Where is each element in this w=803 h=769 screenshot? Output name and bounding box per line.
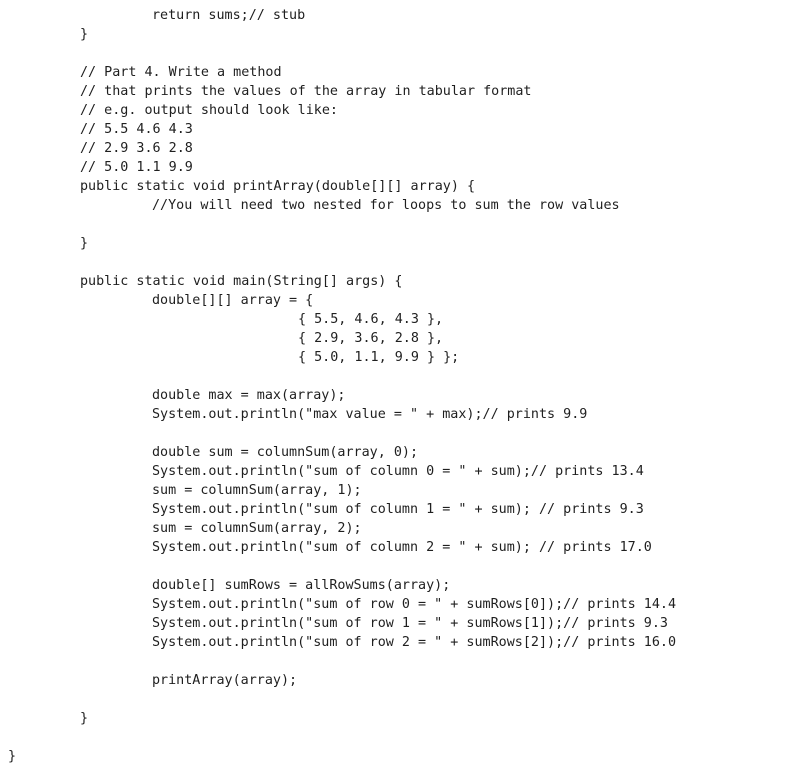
code-line: public static void printArray(double[][] array) { (80, 179, 476, 194)
code-line: double sum = columnSum(array, 0); (152, 445, 419, 460)
code-line: } (80, 236, 89, 251)
code-line: // 5.5 4.6 4.3 (80, 122, 193, 137)
code-line: { 5.0, 1.1, 9.9 } }; (298, 350, 460, 365)
code-line: // 5.0 1.1 9.9 (80, 160, 193, 175)
code-line: printArray(array); (152, 673, 298, 688)
code-line: double max = max(array); (152, 388, 346, 403)
code-line: double[][] array = { (152, 293, 314, 308)
code-line: double[] sumRows = allRowSums(array); (152, 578, 451, 593)
code-line: } (80, 27, 89, 42)
code-line: System.out.println("sum of column 1 = " + sum); // prints 9.3 (152, 502, 644, 517)
code-line: System.out.println("sum of row 1 = " + sumRows[1]);// prints 9.3 (152, 616, 668, 631)
code-line: // 2.9 3.6 2.8 (80, 141, 193, 156)
code-line: System.out.println("sum of row 0 = " + sumRows[0]);// prints 14.4 (152, 597, 677, 612)
code-line: public static void main(String[] args) { (80, 274, 403, 289)
code-line: System.out.println("sum of row 2 = " + sumRows[2]);// prints 16.0 (152, 635, 677, 650)
code-line: System.out.println("sum of column 2 = " + sum); // prints 17.0 (152, 540, 652, 555)
code-line: sum = columnSum(array, 2); (152, 521, 362, 536)
code-line: { 2.9, 3.6, 2.8 }, (298, 331, 444, 346)
code-line: return sums;// stub (152, 8, 306, 23)
code-line: System.out.println("sum of column 0 = " + sum);// prints 13.4 (152, 464, 644, 479)
code-line: //You will need two nested for loops to sum the row values (152, 198, 620, 213)
code-line: { 5.5, 4.6, 4.3 }, (298, 312, 444, 327)
code-line: System.out.println("max value = " + max);// prints 9.9 (152, 407, 588, 422)
code-line: // Part 4. Write a method (80, 65, 282, 80)
code-line: // e.g. output should look like: (80, 103, 338, 118)
code-line: sum = columnSum(array, 1); (152, 483, 362, 498)
code-line: } (80, 711, 89, 726)
code-line: } (8, 749, 17, 764)
code-line: // that prints the values of the array in tabular format (80, 84, 532, 99)
